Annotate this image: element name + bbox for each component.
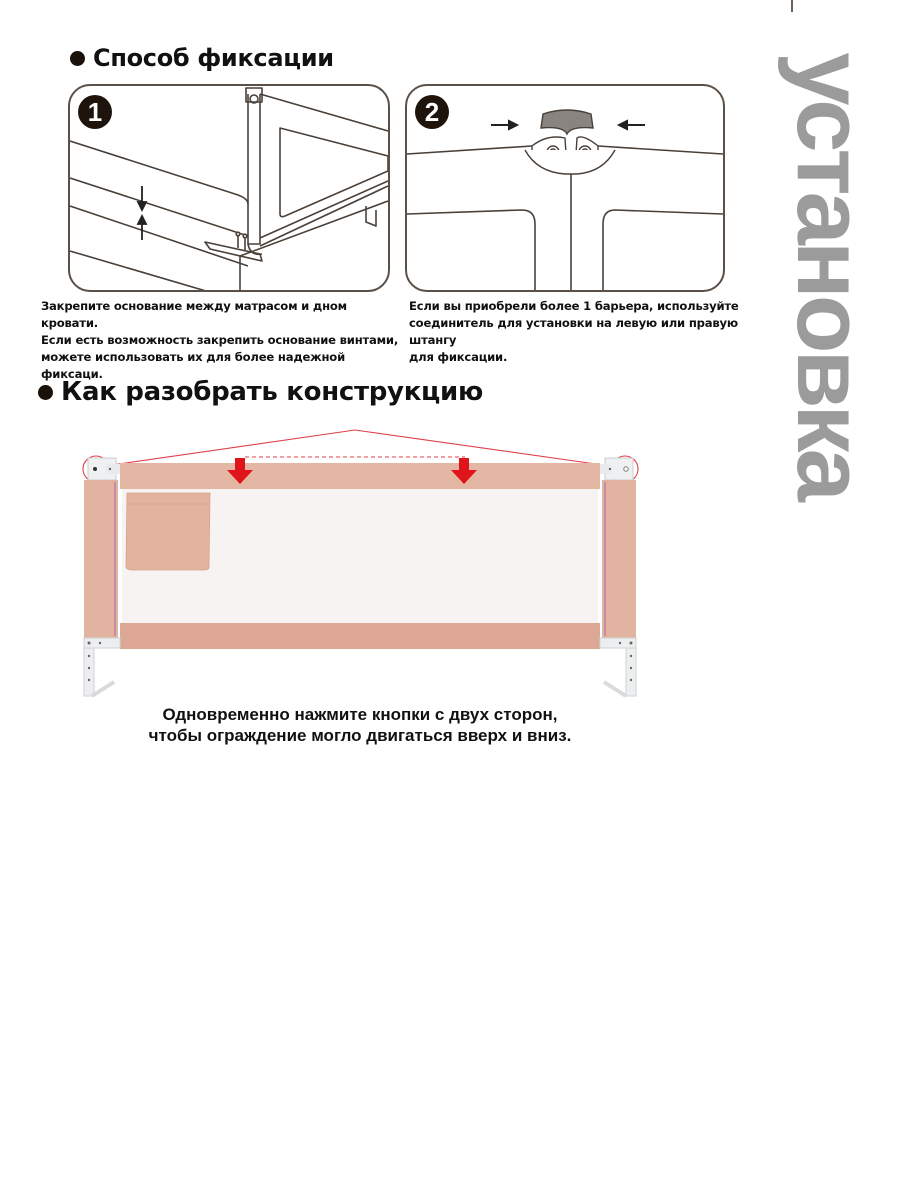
step-2-illustration bbox=[405, 84, 725, 292]
side-title bbox=[775, 30, 885, 520]
bullet-icon bbox=[38, 385, 53, 400]
bed-rail-base-illustration bbox=[70, 86, 388, 290]
step-2-caption bbox=[409, 298, 779, 366]
step-1-badge: 1 bbox=[78, 95, 112, 129]
caption-line: Закрепите основание между матрасом и дном кровати. bbox=[41, 299, 347, 330]
caption-line: соединитель для установки на левую или правую штангу bbox=[409, 316, 738, 347]
caption-line: для фиксации. bbox=[409, 350, 508, 364]
step-2-badge: 2 bbox=[415, 95, 449, 129]
step-1-illustration bbox=[68, 84, 390, 292]
section-title-text: Как разобрать конструкцию bbox=[61, 377, 483, 407]
caption-line: можете использовать их для более надежной фиксаци. bbox=[41, 350, 345, 381]
caption-line: Если есть возможность закрепить основание винтами, bbox=[41, 333, 399, 347]
bed-rail-illustration bbox=[70, 420, 650, 710]
disassembly-caption bbox=[100, 704, 620, 746]
corner-tick bbox=[791, 0, 793, 12]
step-1-caption bbox=[41, 298, 401, 383]
bullet-icon bbox=[70, 51, 85, 66]
caption-line: Одновременно нажмите кнопки с двух сторон, bbox=[162, 705, 558, 724]
connector-illustration bbox=[407, 86, 723, 290]
caption-line: чтобы ограждение могло двигаться вверх и вниз. bbox=[148, 726, 572, 745]
section-title-fixation bbox=[70, 44, 334, 72]
section-title-disassembly bbox=[38, 377, 483, 407]
side-title-text: установка bbox=[777, 52, 884, 498]
section-title-text: Способ фиксации bbox=[93, 44, 334, 72]
caption-line: Если вы приобрели более 1 барьера, используйте bbox=[409, 299, 739, 313]
